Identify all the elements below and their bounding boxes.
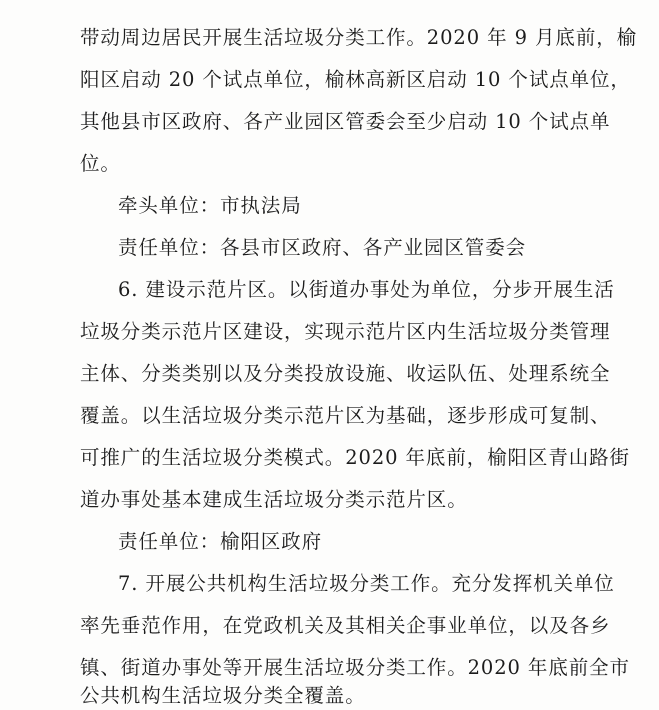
text-line: 垃圾分类示范片区建设，实现示范片区内生活垃圾分类管理	[80, 320, 611, 343]
text-line: 主体、分类类别以及分类投放设施、收运队伍、处理系统全	[80, 362, 611, 385]
text-line: 位。	[80, 152, 121, 175]
lead-unit-line: 牵头单位：市执法局	[118, 194, 302, 217]
text-line: 道办事处基本建成生活垃圾分类示范片区。	[80, 488, 468, 511]
text-line: 阳区启动 20 个试点单位，榆林高新区启动 10 个试点单位，	[80, 68, 631, 91]
text-line: 其他县市区政府、各产业园区管委会至少启动 10 个试点单	[80, 110, 611, 133]
section-7-heading-line: 7. 开展公共机构生活垃圾分类工作。充分发挥机关单位	[118, 572, 615, 595]
responsible-unit-line: 责任单位：各县市区政府、各产业园区管委会	[118, 236, 527, 259]
text-line: 镇、街道办事处等开展生活垃圾分类工作。2020 年底前全市	[80, 656, 630, 679]
text-line: 公共机构生活垃圾分类全覆盖。	[80, 684, 366, 707]
section-6-heading-line: 6. 建设示范片区。以街道办事处为单位，分步开展生活	[118, 278, 615, 301]
text-line: 带动周边居民开展生活垃圾分类工作。2020 年 9 月底前，榆	[80, 26, 638, 49]
responsible-unit-line: 责任单位：榆阳区政府	[118, 530, 323, 553]
text-line: 可推广的生活垃圾分类模式。2020 年底前，榆阳区青山路街	[80, 446, 630, 469]
text-line: 率先垂范作用，在党政机关及其相关企事业单位，以及各乡	[80, 614, 611, 637]
text-line: 覆盖。以生活垃圾分类示范片区为基础，逐步形成可复制、	[80, 404, 611, 427]
